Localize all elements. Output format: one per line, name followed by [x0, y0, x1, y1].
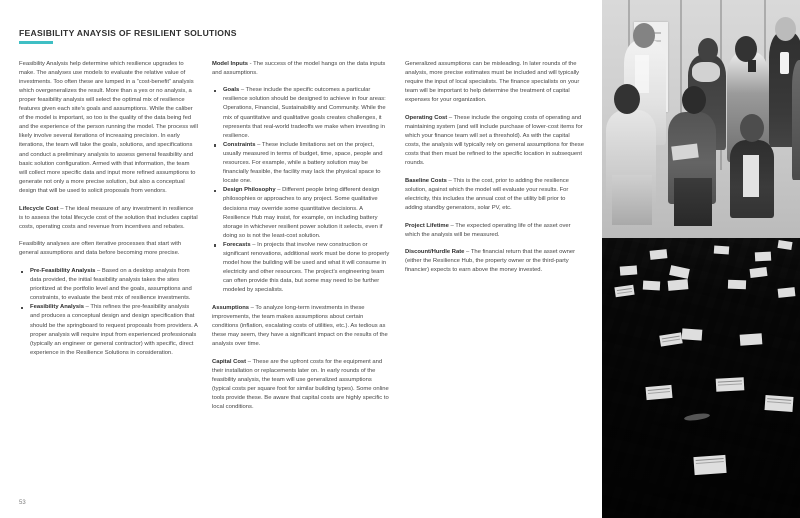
- bullet-term: Design Philosophy: [223, 187, 276, 194]
- model-inputs-paragraph: [212, 60, 391, 78]
- capital-cost-term: Capital Cost: [212, 358, 247, 365]
- three-column-body: [19, 60, 586, 421]
- bullet-term: Constraints: [223, 141, 256, 148]
- list-item: [212, 241, 391, 296]
- shirt-front: [743, 155, 759, 197]
- bullet-body: – Different people bring different design philosophies or approaches to any project. Some qualitative decisions may override some quantitative decisions. A Resilience Hub may insist, for example, on including battery storage in whichever resilient power solution it selects, even if doing so is not the least-cost solution.: [223, 187, 383, 239]
- capital-cost-paragraph: [212, 358, 391, 413]
- index-card: [682, 328, 703, 340]
- person-head: [614, 84, 640, 114]
- partial-person-silhouette: [792, 60, 800, 180]
- water-bottle: [780, 52, 789, 74]
- iterative-paragraph: Feasibility analyses are often iterative processes that start with general assumptions and data before becoming more precise.: [19, 241, 182, 257]
- index-card: [643, 281, 660, 291]
- title-accent-rule: [19, 41, 53, 44]
- index-card: [728, 280, 746, 290]
- bullet-body: – In projects that involve new construction or significant renovations, additional work must be done to properly model how the building will be used and what it will consume in electricity and other resources. The project’s engineering team can often provide this data, but some may need to be further modeled by specialists.: [223, 241, 390, 294]
- operating-cost-term: Operating Cost: [405, 114, 448, 121]
- index-card: [693, 455, 726, 475]
- generalized-assumptions-paragraph: Generalized assumptions can be misleading. In later rounds of the analysis, more precise estimates must be included and will typically require the input of local specialists. The finance specialists on your team will be important to help determine the treatment of capital expenses for your organization.: [405, 60, 580, 103]
- intro-paragraph: Feasibility Analysis help determine which resilience upgrades to make. The analyses use models to evaluate the relative value of investments. Too often these are lumped in a “cost-benefit” analysis which overgeneralizes the result. More than a yes or no analysis, a proper feasibility analysis will select the optimal mix of resilience features given each site’s goals and assumptions. While the caliber of the model is important, so too is the quality of the data being fed and the experience of the person running the model. The process will likely involve several iterations of increasing precision. In early iterations, the team will take the goals, solutions, and specifications and conduct a preliminary analysis to assess general feasibility and basic solution configuration. Armed with that information, the team will collect more specific data and input more refined assumptions to generate not only a more precise solution, but also a conceptual design that will be used to solicit proposals from vendors.: [19, 60, 198, 194]
- bullet-term: Forecasts: [223, 241, 251, 248]
- assumptions-body: – To analyze long-term investments in these improvements, the team makes assumptions about certain conditions (inflation, escalating costs of utilities, etc.). As tedious as these may seem, they have a significant impact on the results of the analysis over time.: [212, 304, 388, 348]
- column-two-bullet-list: [212, 86, 391, 295]
- bullet-body: – These include limitations set on the project, usually measured in terms of budget, time, space, people and resources. For example, while a battery solution may be financially feasible, the facility may lack the physical space to locate one.: [223, 141, 383, 185]
- list-item: [212, 186, 391, 241]
- bullet-term: Pre-Feasibility Analysis: [30, 267, 96, 274]
- column-three: [405, 60, 584, 284]
- lifecycle-cost-term: Lifecycle Cost: [19, 205, 59, 212]
- list-item: [19, 303, 198, 358]
- discount-hurdle-rate-body: – The financial return that the asset owner (either the Resilience Hub, the property owner or the third-party financier) expects to earn above the money invested.: [405, 249, 576, 274]
- bullet-term: Goals: [223, 87, 240, 94]
- photo-upper-room: [602, 0, 800, 258]
- index-card: [668, 279, 689, 291]
- index-card: [777, 240, 792, 250]
- index-card: [650, 249, 668, 260]
- lifecycle-cost-body: – The ideal measure of any investment in resilience is to assess the total lifecycle cost of the solution that includes capital costs, operating costs and revenue from incentives and rebates.: [19, 205, 198, 230]
- scarf: [692, 62, 720, 82]
- list-item: [212, 86, 391, 141]
- index-card: [614, 285, 634, 298]
- discount-hurdle-rate-term: Discount/Hurdle Rate: [405, 249, 465, 256]
- index-card: [778, 287, 796, 298]
- model-inputs-body: - The success of the model hangs on the data inputs and assumptions.: [212, 60, 386, 76]
- person-head: [633, 23, 655, 48]
- person-head: [775, 17, 796, 41]
- index-card: [740, 333, 763, 346]
- seated-person-legs: [674, 178, 712, 226]
- baseline-costs-paragraph: [405, 177, 584, 213]
- list-item: [19, 267, 198, 303]
- index-card: [765, 395, 794, 412]
- bullet-body: – These include the specific outcomes a particular resilience solution should be designed to achieve in four areas: Operations, Financial, Sustainability and Community. While the mix of quantitative and qualitative goals creates challenges, it represents that real-world tradeoffs we make when investing in resilience.: [223, 87, 386, 139]
- person-head: [698, 38, 718, 62]
- model-inputs-term: Model Inputs: [212, 60, 249, 67]
- baseline-costs-body: – This is the cost, prior to adding the resilience solution, against which the model will evaluate your results. For electricity, this includes the annual cost of the utility bill prior to adding standby generators, solar PV, etc.: [405, 177, 569, 211]
- seated-person-legs: [612, 175, 652, 225]
- project-lifetime-paragraph: [405, 222, 584, 240]
- bullet-term: Feasibility Analysis: [30, 304, 85, 311]
- index-card: [659, 332, 682, 346]
- project-lifetime-term: Project Lifetime: [405, 222, 449, 229]
- person-head: [735, 36, 757, 62]
- person-head: [682, 86, 706, 114]
- index-card: [755, 252, 771, 262]
- index-card: [620, 265, 638, 275]
- capital-cost-body: – These are the upfront costs for the equipment and their installation or replacements later on. In early rounds of the feasibility analysis, the team will use generalized assumptions (typical costs per square foot for similar building types). Some online tools provide these. Be aware that capital costs are highly specific to local conditions.: [212, 358, 389, 411]
- workshop-photograph: [602, 0, 800, 518]
- bullet-body: – Based on a desktop analysis from data provided, the initial feasibility analysis takes the sites prioritized at the portfolio level and the goals, assumptions and constraints, to evaluate the best mix of resilience investments.: [30, 267, 192, 302]
- project-lifetime-body: – The expected operating life of the asset over which the analysis will be measured.: [405, 222, 571, 238]
- column-one-bullet-list: [19, 267, 198, 358]
- operating-cost-body: – These include the ongoing costs of operating and maintaining system (and will include purchase of lower-cost items for which your finance team will set a threshold). As with the capital costs, the analysis will typically rely on general assumptions for these costs that then must be refined to the specific location in subsequent rounds.: [405, 114, 584, 167]
- index-card: [645, 385, 672, 400]
- phone: [748, 60, 756, 72]
- list-item: [212, 141, 391, 186]
- carpet-floor: [602, 238, 800, 518]
- operating-cost-paragraph: [405, 114, 584, 169]
- page-number: 53: [19, 500, 26, 506]
- person-head: [740, 114, 764, 142]
- floor-debris: [684, 412, 711, 422]
- index-card: [716, 377, 745, 391]
- baseline-costs-term: Baseline Costs: [405, 177, 447, 184]
- bullet-body: – This refines the pre-feasibility analysis and produces a conceptual design and design specification that should be the springboard to request proposals from providers. A proper analysis will require input from experienced professionals (typically an engineer or general contractor) with specific, direct experience in the Resilience Solutions in consideration.: [30, 304, 198, 356]
- index-card: [714, 245, 730, 254]
- assumptions-paragraph: [212, 304, 391, 349]
- lanyard: [635, 55, 649, 93]
- index-card: [750, 267, 768, 278]
- index-card: [669, 265, 690, 279]
- column-two: [212, 60, 391, 421]
- assumptions-term: Assumptions: [212, 304, 250, 311]
- discount-hurdle-rate-paragraph: [405, 248, 584, 275]
- lifecycle-cost-paragraph: [19, 205, 198, 232]
- page-title: FEASIBILITY ANAYSIS OF RESILIENT SOLUTIONS: [19, 28, 237, 38]
- column-one: [19, 60, 198, 367]
